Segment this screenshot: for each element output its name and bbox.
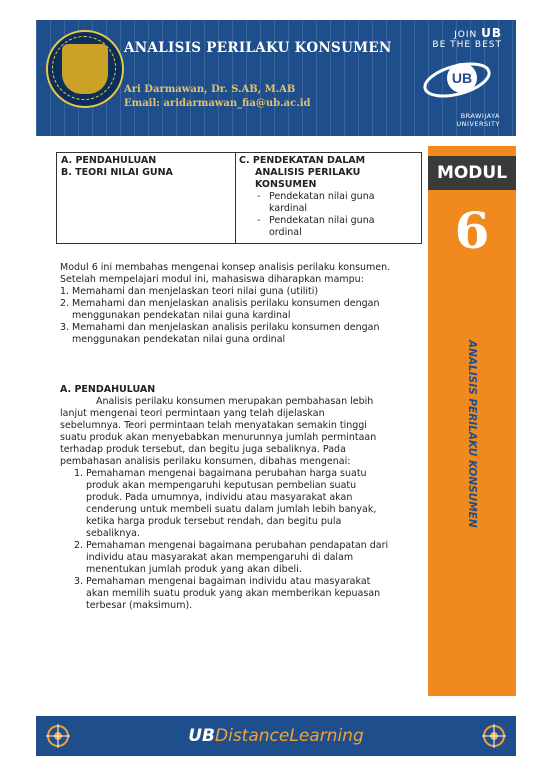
join-ub-slogan [432, 28, 502, 50]
list-item-1-line3: produk. Pada umumnya, individu atau masyarakat akan [86, 492, 353, 503]
list-item-3-line1: Pemahaman mengenai bagaiman individu atau masyarakat [86, 576, 371, 587]
brawijaya-text: BRAWIJAYA [460, 112, 500, 120]
list-item-2-line3: menentukan jumlah produk yang akan dibeli. [86, 564, 302, 575]
toc-item-c-line3: KONSUMEN [255, 179, 317, 190]
list-item-1-line1: Pemahaman mengenai bagaimana perubahan harga suatu [86, 468, 367, 479]
toc-sub-dash-1: - [257, 191, 261, 202]
list-item-1-line2: produk akan mempengaruhi keputusan pembelian suatu [86, 480, 357, 491]
intro-item-3-line2: menggunakan pendekatan nilai guna ordinal [72, 334, 286, 345]
toc-item-c-line1: C. PENDEKATAN DALAM [239, 155, 366, 166]
ub-logo-text: UB [451, 70, 473, 86]
vertical-title [436, 340, 496, 540]
brawijaya-label [456, 112, 500, 128]
modul-label-box [428, 156, 516, 190]
toc-sub-1-line1: Pendekatan nilai guna [269, 191, 375, 202]
section-heading-pendahuluan: A. PENDAHULUAN [60, 384, 156, 395]
intro-line-1: Modul 6 ini membahas mengenai konsep analisis perilaku konsumen. [60, 262, 391, 273]
footer-distance-learning-text: DistanceLearning [215, 726, 364, 746]
toc-column-right [235, 153, 421, 243]
footer-ub-text: UB [188, 726, 216, 746]
intro-item-3-number: 3. [60, 322, 70, 333]
module-number: 6 [454, 201, 490, 260]
be-the-best-text: BE THE BEST [432, 40, 502, 50]
toc-sub-2-line1: Pendekatan nilai guna [269, 215, 375, 226]
intro-item-1-number: 1. [60, 286, 70, 297]
ornament-right-icon [480, 722, 508, 750]
vertical-title-text: ANALISIS PERILAKU KONSUMEN [466, 340, 478, 528]
list-item-3-number: 3. [74, 576, 84, 587]
modul-label: MODUL [436, 163, 508, 183]
list-item-2-number: 2. [74, 540, 84, 551]
toc-item-c-line2: ANALISIS PERILAKU [255, 167, 361, 178]
toc-item-b: B. TEORI NILAI GUNA [61, 167, 173, 178]
list-item-1-line5: ketika harga produk tersebut rendah, dan begitu pula [86, 516, 342, 527]
para-line-5: terhadap produk tersebut, dan begitu juga sebaliknya. Pada [60, 444, 346, 455]
intro-item-1-text: Memahami dan menjelaskan teori nilai guna (utiliti) [72, 286, 319, 297]
intro-line-2: Setelah mempelajari modul ini, mahasiswa diharapkan mampu: [60, 274, 364, 285]
ub-logo-icon [422, 56, 492, 104]
join-text: JOIN [454, 30, 478, 40]
intro-item-3-line1: Memahami dan menjelaskan analisis perilaku konsumen dengan [72, 322, 380, 333]
list-item-3-line2: akan memilih suatu produk yang akan memberikan kepuasan [86, 588, 381, 599]
module-title: ANALISIS PERILAKU KONSUMEN [124, 40, 392, 56]
list-item-1-line4: cenderung untuk membeli suatu dalam jumlah lebih banyak, [86, 504, 377, 515]
header-banner [36, 20, 516, 136]
toc-item-a: A. PENDAHULUAN [61, 155, 157, 166]
list-item-2-line2: individu atau masyarakat akan mempengaruhi di dalam [86, 552, 354, 563]
intro-item-2-line2: menggunakan pendekatan nilai guna kardinal [72, 310, 291, 321]
intro-item-2-number: 2. [60, 298, 70, 309]
para-line-2: lanjut mengenai teori permintaan yang telah dijelaskan [60, 408, 325, 419]
join-ub-text: UB [481, 26, 502, 40]
para-line-4: suatu produk akan menyebabkan menurunnya jumlah permintaan [60, 432, 377, 443]
toc-sub-2-line2: ordinal [269, 227, 302, 238]
author-email: Email: aridarmawan_fia@ub.ac.id [124, 98, 311, 109]
intro-item-2-line1: Memahami dan menjelaskan analisis perilaku konsumen dengan [72, 298, 380, 309]
list-item-3-line3: terbesar (maksimum). [86, 600, 193, 611]
list-item-1-line6: sebaliknya. [86, 528, 140, 539]
para-line-3: sebelumnya. Teori permintaan telah menyatakan semakin tinggi [60, 420, 367, 431]
seal-emblem [62, 44, 108, 94]
para-line-6: pembahasan analisis perilaku konsumen, dibahas mengenai: [60, 456, 351, 467]
list-item-1-number: 1. [74, 468, 84, 479]
university-text: UNIVERSITY [456, 120, 500, 128]
toc-column-left [57, 153, 236, 243]
para-line-1: Analisis perilaku konsumen merupakan pembahasan lebih [96, 396, 374, 407]
author-name: Ari Darmawan, Dr. S.AB, M.AB [124, 84, 296, 95]
footer-banner [36, 716, 516, 756]
toc-sub-dash-2: - [257, 215, 261, 226]
toc-sub-1-line2: kardinal [269, 203, 308, 214]
toc-table [56, 152, 422, 244]
ub-distance-learning-logo [36, 716, 516, 756]
list-item-2-line1: Pemahaman mengenai bagaimana perubahan pendapatan dari [86, 540, 389, 551]
university-seal-logo [46, 30, 124, 108]
